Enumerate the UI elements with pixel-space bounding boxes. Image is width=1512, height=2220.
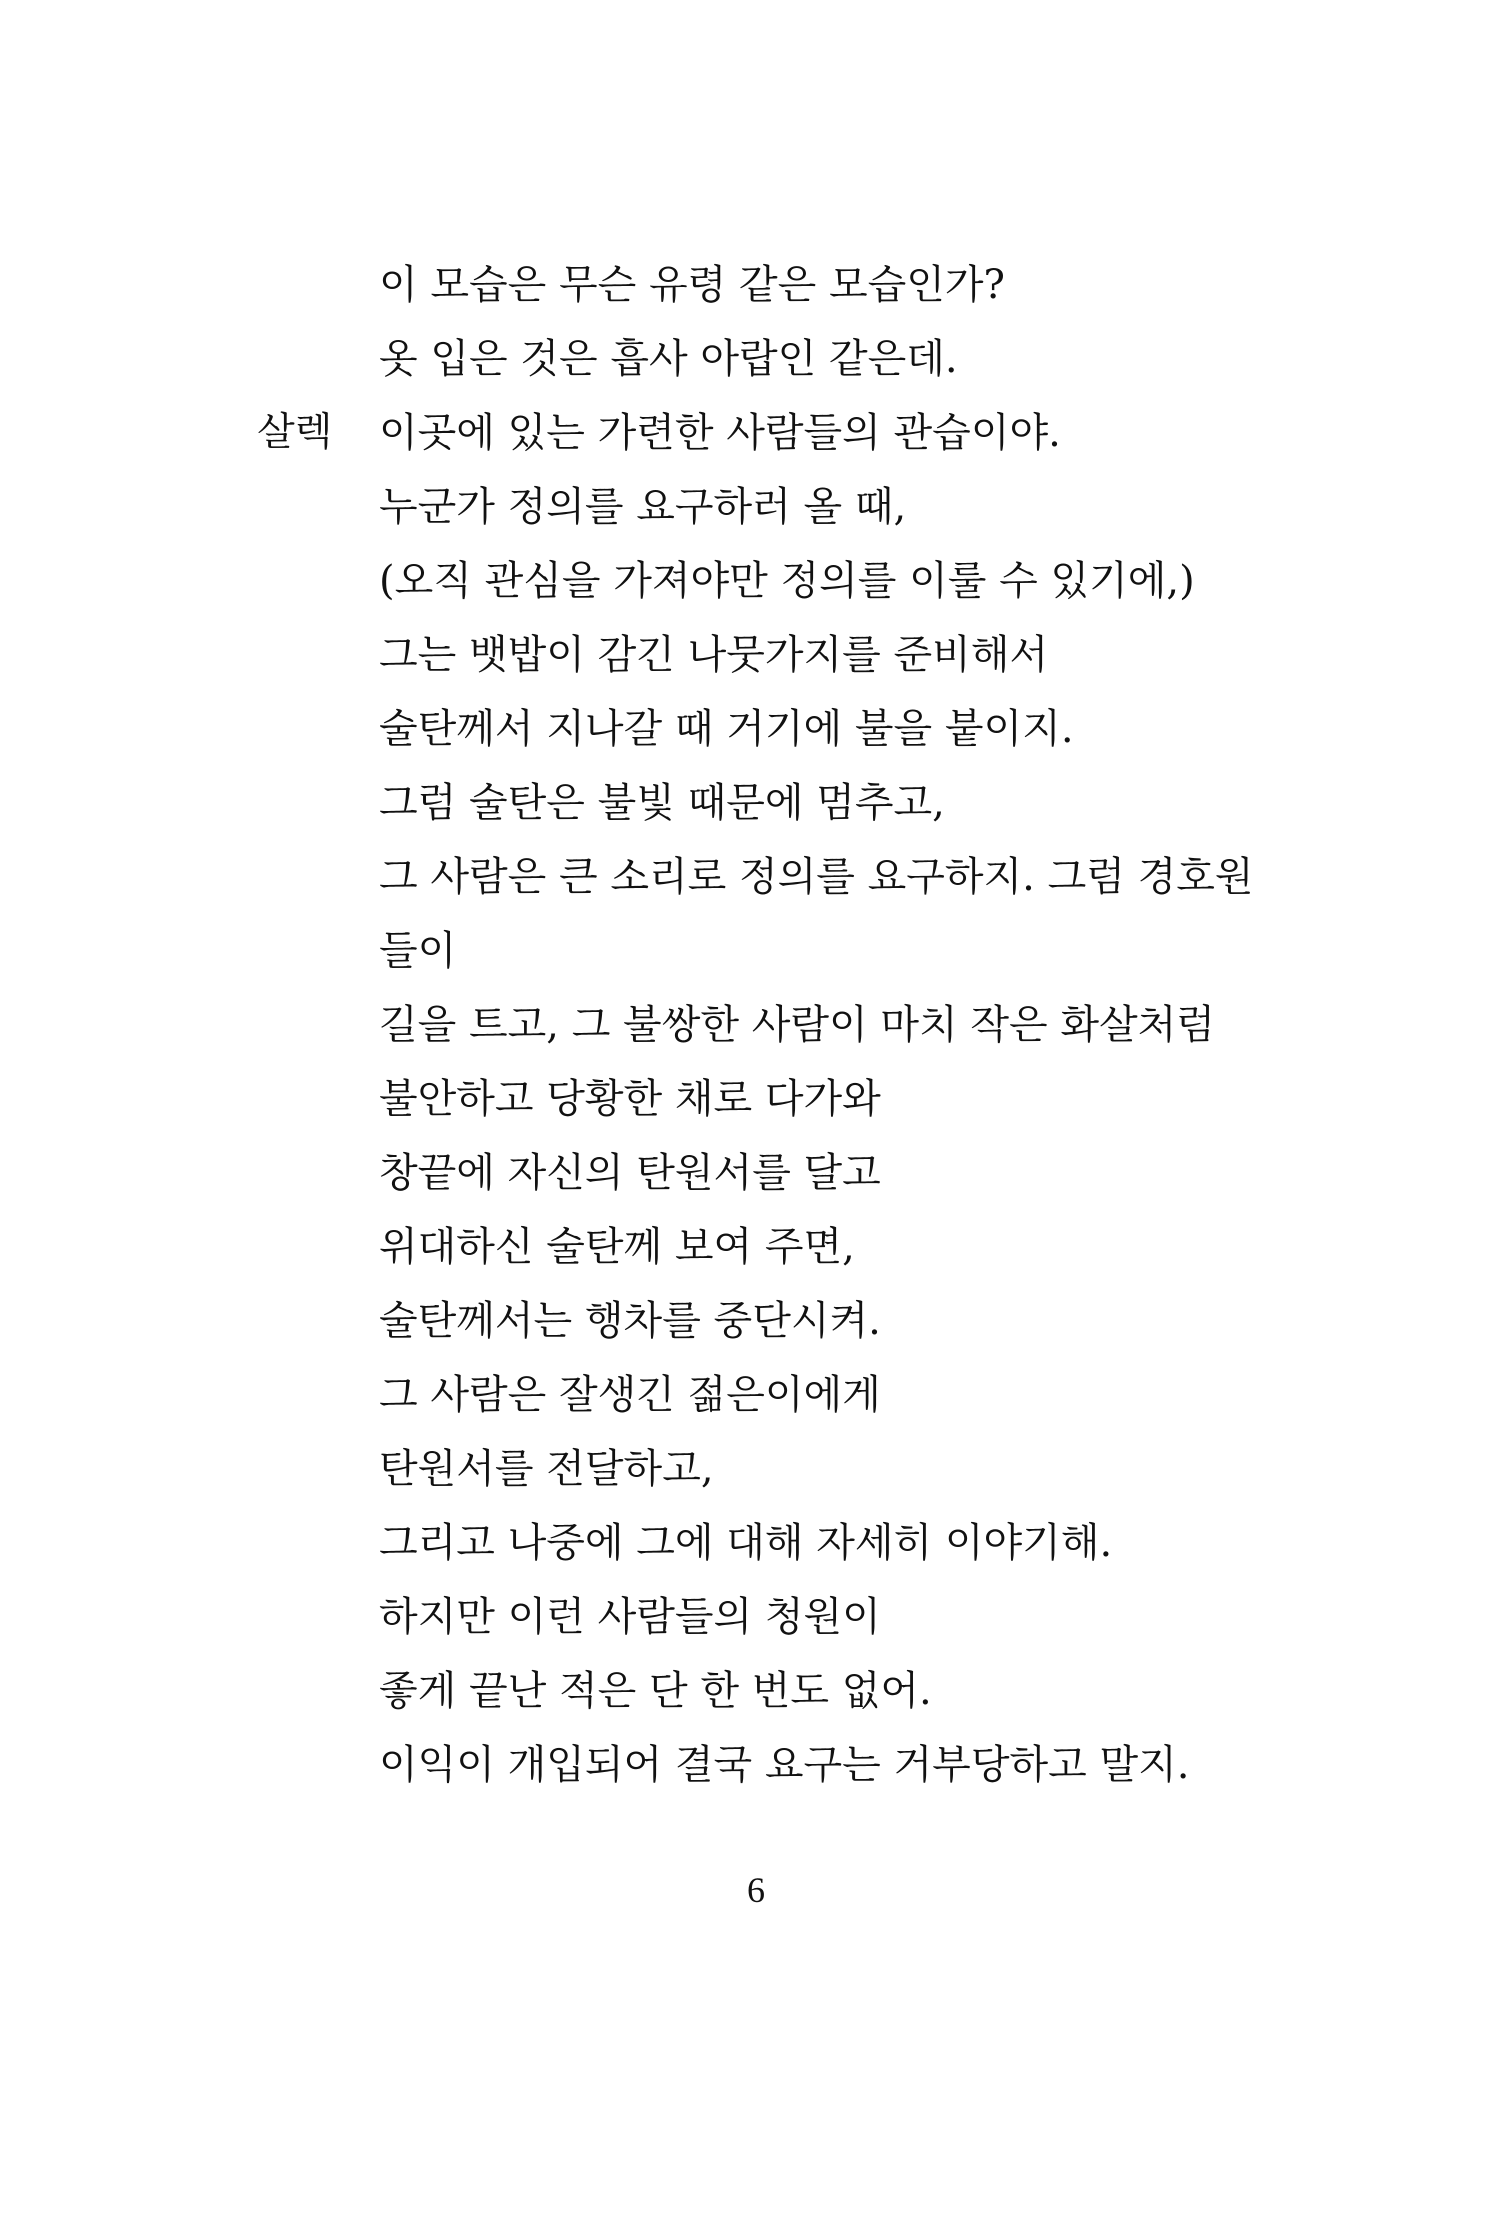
script-text — [0, 248, 1512, 1802]
line-text: 이곳에 있는 가련한 사람들의 관습이야. — [379, 410, 1061, 456]
line-text: 그리고 나중에 그에 대해 자세히 이야기해. — [379, 1520, 1113, 1566]
script-line — [0, 1358, 1512, 1432]
line-text: 창끝에 자신의 탄원서를 달고 — [379, 1150, 881, 1196]
script-line — [0, 840, 1512, 914]
script-line — [0, 1432, 1512, 1506]
script-line — [0, 1210, 1512, 1284]
script-line — [0, 1580, 1512, 1654]
speaker-name: 살렉 — [257, 410, 333, 455]
line-text: 그 사람은 잘생긴 젊은이에게 — [379, 1372, 881, 1418]
line-text: 불안하고 당황한 채로 다가와 — [379, 1076, 881, 1122]
line-text: 술탄께서는 행차를 중단시켜. — [379, 1298, 881, 1344]
script-line — [0, 1654, 1512, 1728]
script-line — [0, 914, 1512, 988]
line-text: 하지만 이런 사람들의 청원이 — [379, 1594, 881, 1640]
script-line — [0, 396, 1512, 470]
script-line — [0, 248, 1512, 322]
line-text: 술탄께서 지나갈 때 거기에 불을 붙이지. — [379, 706, 1074, 752]
line-text: 위대하신 술탄께 보여 주면, — [379, 1224, 855, 1270]
line-text: 좋게 끝난 적은 단 한 번도 없어. — [379, 1668, 932, 1714]
script-line — [0, 1062, 1512, 1136]
script-line — [0, 692, 1512, 766]
script-line — [0, 1506, 1512, 1580]
script-line — [0, 1136, 1512, 1210]
page-number: 6 — [747, 1870, 765, 1910]
line-text: 그는 뱃밥이 감긴 나뭇가지를 준비해서 — [379, 632, 1049, 678]
line-text: 그럼 술탄은 불빛 때문에 멈추고, — [379, 780, 945, 826]
line-text: 그 사람은 큰 소리로 정의를 요구하지. 그럼 경호원 — [379, 854, 1254, 900]
line-text: 탄원서를 전달하고, — [379, 1446, 714, 1492]
line-text: (오직 관심을 가져야만 정의를 이룰 수 있기에,) — [379, 558, 1195, 604]
script-line — [0, 988, 1512, 1062]
script-line — [0, 1728, 1512, 1802]
line-text: 이 모습은 무슨 유령 같은 모습인가? — [379, 262, 1005, 308]
script-line — [0, 618, 1512, 692]
script-line — [0, 1284, 1512, 1358]
script-line — [0, 766, 1512, 840]
script-line — [0, 322, 1512, 396]
script-line — [0, 470, 1512, 544]
line-text: 옷 입은 것은 흡사 아랍인 같은데. — [379, 336, 958, 382]
line-text: 길을 트고, 그 불쌍한 사람이 마치 작은 화살처럼 — [379, 1002, 1215, 1048]
line-text: 누군가 정의를 요구하러 올 때, — [379, 484, 907, 530]
line-text: 들이 — [379, 928, 457, 974]
script-line — [0, 544, 1512, 618]
line-text: 이익이 개입되어 결국 요구는 거부당하고 말지. — [379, 1742, 1190, 1788]
